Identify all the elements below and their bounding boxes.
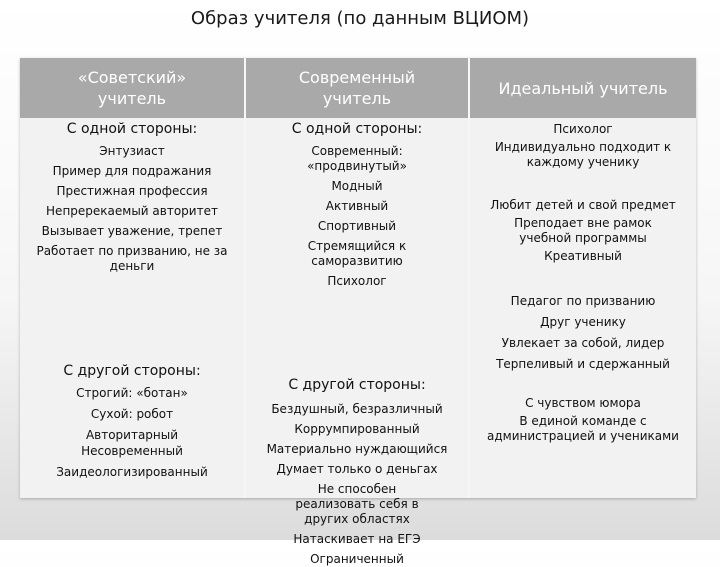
list-item: Модный xyxy=(331,179,383,193)
list-item: Увлекает за собой, лидер xyxy=(501,336,665,350)
list-item: Работает по призванию, не за деньги xyxy=(36,244,228,273)
modern-other-side-block xyxy=(246,376,468,567)
list-item: Ограниченный xyxy=(310,552,404,566)
ideal-group-vocation xyxy=(470,294,696,372)
header-modern-line: Современный xyxy=(298,68,416,87)
list-item: Активный xyxy=(325,199,389,213)
list-item: Непререкаемый авторитет xyxy=(46,204,218,218)
list-item: Психолог xyxy=(327,274,387,288)
list-item: Педагог по призванию xyxy=(510,294,656,308)
list-item: Терпеливый и сдержанный xyxy=(496,357,670,371)
header-modern-line: учитель xyxy=(322,89,392,108)
header-modern-teacher xyxy=(246,58,468,118)
list-item: Друг ученику xyxy=(540,315,626,329)
ideal-group-humor xyxy=(470,396,696,444)
list-item: Индивидуально подходит к каждому ученику xyxy=(494,140,672,169)
list-item: Престижная профессия xyxy=(56,184,208,198)
comparison-table xyxy=(20,58,696,566)
header-ideal-teacher xyxy=(470,58,696,118)
list-item: Несовременный xyxy=(81,444,183,458)
column-modern xyxy=(246,118,468,566)
ideal-group-creative xyxy=(470,198,696,264)
list-item: Думает только о деньгах xyxy=(276,462,438,476)
modern-one-side-label: С одной стороны: xyxy=(291,121,423,137)
list-item: Не способен реализовать себя в других областях xyxy=(295,482,419,526)
list-item: Вызывает уважение, трепет xyxy=(41,224,223,238)
list-item: Пример для подражания xyxy=(52,164,212,178)
column-soviet xyxy=(20,118,244,498)
header-ideal-line: Идеальный учитель xyxy=(498,78,668,98)
soviet-other-side-block xyxy=(20,362,244,480)
list-item: Энтузиаст xyxy=(99,144,165,158)
list-item: Материально нуждающийся xyxy=(266,442,448,456)
header-soviet-line: «Советский» xyxy=(77,68,187,87)
list-item: Стремящийся к саморазвитию xyxy=(307,239,407,268)
soviet-one-side-label: С одной стороны: xyxy=(66,121,198,137)
modern-one-side-block xyxy=(246,120,468,289)
column-ideal xyxy=(470,118,696,498)
modern-other-side-label: С другой стороны: xyxy=(288,377,426,393)
list-item: Авторитарный xyxy=(85,428,179,442)
list-item: Строгий: «ботан» xyxy=(76,386,188,400)
list-item: Натаскивает на ЕГЭ xyxy=(293,532,421,546)
list-item: Любит детей и свой предмет xyxy=(490,198,676,212)
header-soviet-teacher xyxy=(20,58,244,118)
slide-title: Образ учителя (по данным ВЦИОМ) xyxy=(190,8,530,29)
list-item: Психолог xyxy=(553,122,613,136)
list-item: В единой команде с администрацией и учениками xyxy=(487,414,679,443)
list-item: Преподает вне рамок учебной программы xyxy=(514,216,652,245)
soviet-one-side-block xyxy=(20,120,244,274)
list-item: Креативный xyxy=(544,249,622,263)
list-item: Бездушный, безразличный xyxy=(271,402,443,416)
list-item: С чувством юмора xyxy=(525,396,641,410)
list-item: Спортивный xyxy=(317,219,397,233)
soviet-other-side-label: С другой стороны: xyxy=(63,363,201,379)
list-item: Сухой: робот xyxy=(90,407,174,421)
list-item: Современный: «продвинутый» xyxy=(307,144,407,173)
header-soviet-line: учитель xyxy=(97,89,167,108)
ideal-group-psychologist xyxy=(470,122,696,170)
list-item: Заидеологизированный xyxy=(56,465,208,479)
list-item: Коррумпированный xyxy=(294,422,420,436)
